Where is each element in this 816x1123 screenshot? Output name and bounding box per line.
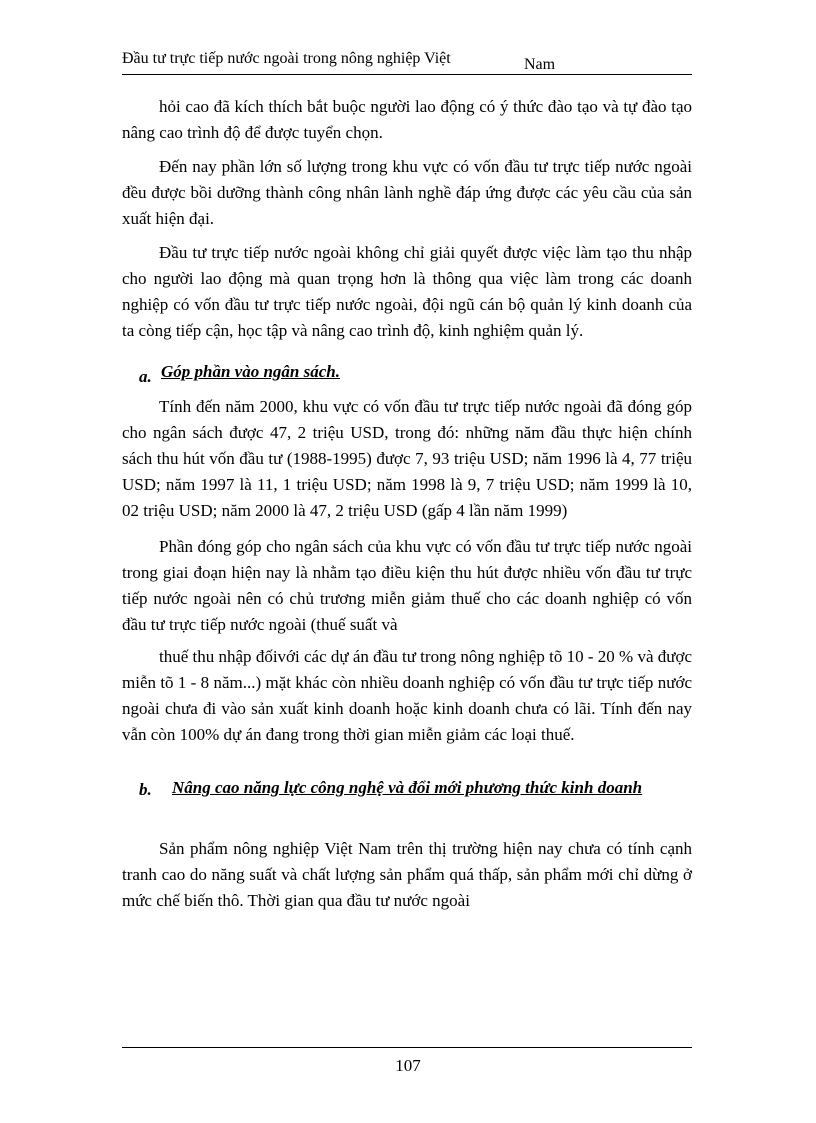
- page-header: [122, 50, 692, 75]
- paragraph: hỏi cao đã kích thích bắt buộc người lao động có ý thức đào tạo và tự đào tạo nâng cao trình độ để được tuyển chọn.: [122, 97, 692, 142]
- paragraph: Đến nay phần lớn số lượng trong khu vực có vốn đầu tư trực tiếp nước ngoài đều được bồi dưỡng thành công nhân lành nghề đáp ứng được các yêu cầu của sản xuất hiện đại.: [122, 157, 692, 228]
- paragraph: Phần đóng góp cho ngân sách của khu vực có vốn đầu tư trực tiếp nước ngoài trong giai đoạn hiện nay là nhằm tạo điều kiện thu hút được nhiều vốn đầu tư trực tiếp nước ngoài nên có chủ trương miễn giảm thuế cho các doanh nghiệp có vốn đầu tư trực tiếp nước ngoài (thuế suất và: [122, 537, 692, 634]
- page-number: 107: [395, 1056, 421, 1075]
- footer-rule: [122, 1047, 692, 1048]
- section-heading-a: [122, 362, 692, 390]
- header-title: Đầu tư trực tiếp nước ngoài trong nông nghiệp Việt: [122, 50, 451, 67]
- paragraph: Đầu tư trực tiếp nước ngoài không chỉ giải quyết được việc làm tạo thu nhập cho người lao động mà quan trọng hơn là thông qua việc làm trong các doanh nghiệp có vốn đầu tư trực tiếp nước ngoài, đội ngũ cán bộ quản lý kinh doanh của ta còng tiếp cận, học tập và nâng cao trình độ, kinh nghiệm quản lý.: [122, 243, 692, 340]
- document-body: [122, 94, 692, 914]
- section-title: Góp phần vào ngân sách.: [161, 362, 341, 381]
- section-letter: b.: [139, 780, 152, 799]
- paragraph: thuế thu nhập đốivới các dự án đầu tư trong nông nghiệp tõ 10 - 20 % và được miễn tõ 1 - 8 năm...) mặt khác còn nhiều doanh nghiệp có vốn đầu tư trực tiếp nước ngoài chưa đi vào sản xuất kinh doanh hoặc kinh doanh chưa có lãi. Tính đến nay vẫn còn 100% dự án đang trong thời gian miễn giảm các loại thuế.: [122, 647, 692, 744]
- header-title-tail: Nam: [524, 56, 556, 73]
- section-title: Nâng cao năng lực công nghệ và đổi mới phương thức kinh doanh: [172, 778, 643, 797]
- paragraph: Tính đến năm 2000, khu vực có vốn đầu tư trực tiếp nước ngoài đã đóng góp cho ngân sách được 47, 2 triệu USD, trong đó: những năm đầu thực hiện chính sách thu hút vốn đầu tư (1988-1995) được 7, 93 triệu USD; năm 1996 là 4, 77 triệu USD; năm 1997 là 11, 1 triệu USD; năm 1998 là 9, 7 triệu USD; năm 1999 là 10, 02 triệu USD; năm 2000 là 47, 2 triệu USD (gấp 4 lần năm 1999): [122, 397, 692, 520]
- paragraph: Sản phẩm nông nghiệp Việt Nam trên thị trường hiện nay chưa có tính cạnh tranh cao do năng suất và chất lượng sản phẩm quá thấp, sản phẩm mới chỉ dừng ở mức chế biến thô. Thời gian qua đầu tư nước ngoài: [122, 839, 692, 910]
- section-heading-b: [122, 774, 692, 830]
- section-letter: a.: [139, 367, 152, 386]
